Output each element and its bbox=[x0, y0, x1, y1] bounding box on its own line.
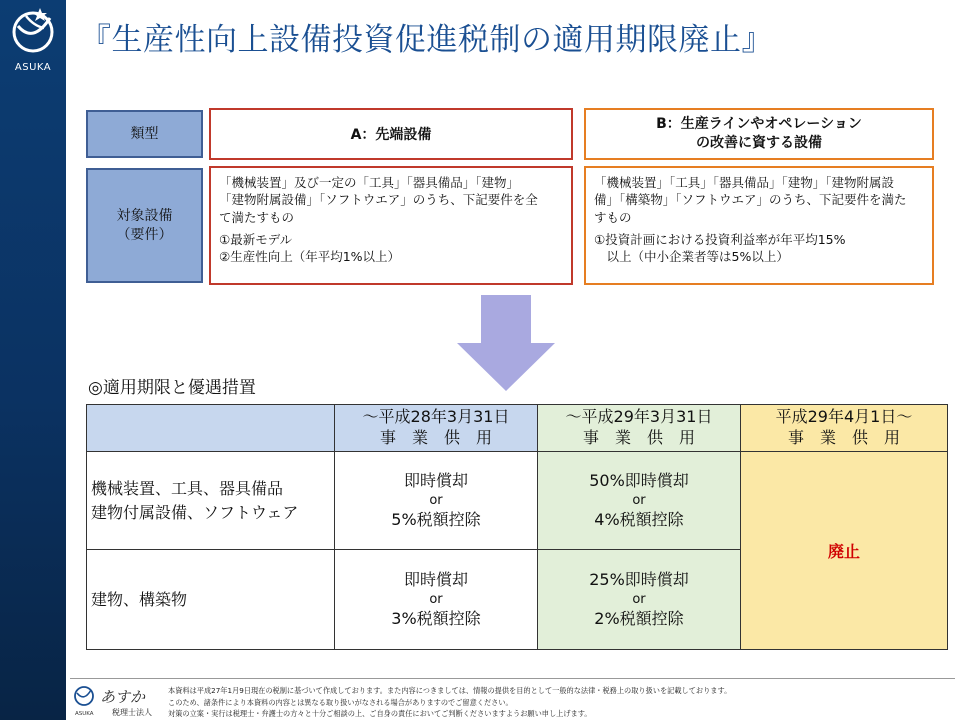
measure-text: 4%税額控除 bbox=[594, 510, 684, 530]
or-text: or bbox=[429, 492, 443, 508]
measure-text: 即時償却 bbox=[403, 570, 468, 590]
period-2-date: ～平成29年3月31日 bbox=[565, 407, 713, 427]
abolished-label: 廃止 bbox=[827, 542, 860, 561]
type-b-requirement: ①投資計画における投資利益率が年平均15% bbox=[594, 231, 846, 247]
type-b-body-line: 備」「構築物」「ソフトウエア」のうち、下記要件を満た bbox=[594, 192, 907, 208]
type-a-body-line: 「機械装置」及び一定の「工具」「器具備品」「建物」 bbox=[219, 175, 520, 190]
asuka-emblem-icon bbox=[0, 0, 66, 60]
target-label-line2: （要件） bbox=[116, 226, 173, 243]
table-row bbox=[87, 452, 948, 550]
section-heading: ◎適用期限と優遇措置 bbox=[88, 378, 256, 398]
footer-logo-main: あすか bbox=[100, 688, 146, 706]
measure-text: 3%税額控除 bbox=[391, 609, 481, 629]
sidebar bbox=[0, 0, 66, 720]
or-text: or bbox=[632, 591, 646, 607]
period-3-date: 平成29年4月1日～ bbox=[775, 407, 913, 427]
type-label-cell bbox=[86, 110, 203, 158]
type-label: 類型 bbox=[130, 125, 159, 142]
or-text: or bbox=[429, 591, 443, 607]
disclaimer-line: このため、諸条件により本資料の内容とは異なる取り扱いがなされる場合がありますのでご留意ください。 bbox=[168, 697, 513, 707]
abolished-cell bbox=[741, 452, 948, 650]
row-label-line: 機械装置、工具、器具備品 bbox=[91, 478, 284, 498]
period-3-usage: 事 業 供 用 bbox=[787, 428, 900, 447]
row-label-buildings bbox=[87, 550, 335, 650]
logo-text: ASUKA bbox=[14, 62, 52, 73]
row1-period1-cell bbox=[335, 452, 538, 550]
footer-divider bbox=[70, 678, 955, 679]
row1-period2-cell bbox=[538, 452, 741, 550]
header-period-3 bbox=[741, 405, 948, 452]
row2-period1-cell bbox=[335, 550, 538, 650]
measure-text: 5%税額控除 bbox=[391, 510, 481, 530]
type-b-body-line: すもの bbox=[594, 209, 632, 225]
period-1-usage: 事 業 供 用 bbox=[379, 428, 492, 447]
type-b-header bbox=[584, 108, 934, 160]
table-header-row bbox=[87, 405, 948, 452]
type-a-header bbox=[209, 108, 573, 160]
tax-measures-table bbox=[86, 404, 948, 650]
footer-logo-sub: 税理士法人 bbox=[112, 708, 152, 717]
measure-text: 即時償却 bbox=[403, 471, 468, 491]
type-b-body-line: 「機械装置」「工具」「器具備品」「建物」「建物附属設 bbox=[594, 175, 895, 190]
measure-text: 25%即時償却 bbox=[589, 570, 689, 590]
type-a-requirement: ①最新モデル bbox=[219, 231, 293, 247]
or-text: or bbox=[632, 492, 646, 508]
header-empty-cell bbox=[87, 405, 335, 452]
target-label-line1: 対象設備 bbox=[116, 207, 173, 224]
footer-logo-en: ASUKA bbox=[75, 711, 94, 717]
row-label-line: 建物、構築物 bbox=[91, 589, 188, 609]
footer-logo bbox=[72, 682, 164, 718]
down-arrow-icon bbox=[455, 293, 557, 393]
header-period-2 bbox=[538, 405, 741, 452]
measure-text: 2%税額控除 bbox=[594, 609, 684, 629]
type-a-body bbox=[209, 166, 573, 285]
target-label-cell bbox=[86, 168, 203, 283]
row2-period2-cell bbox=[538, 550, 741, 650]
disclaimer-line: 本資料は平成27年1月9日現在の税制に基づいて作成しております。また内容につきましては、情報の提供を目的として一般的な法律・税務上の取り扱いを記載しております。 bbox=[168, 686, 732, 695]
period-1-date: ～平成28年3月31日 bbox=[362, 407, 510, 427]
type-a-body-line: 「建物附属設備」「ソフトウエア」のうち、下記要件を全 bbox=[219, 192, 538, 208]
type-a-header-text: A：先端設備 bbox=[350, 127, 432, 143]
period-2-usage: 事 業 供 用 bbox=[582, 428, 695, 447]
header-period-1 bbox=[335, 405, 538, 452]
type-b-body bbox=[584, 166, 934, 285]
type-b-header-line2: の改善に資する設備 bbox=[695, 135, 822, 151]
disclaimer-line: 対策の立案・実行は税理士・弁護士の方々と十分ご相談の上、ご自身の責任においてご判断くださいますようお願い申し上げます。 bbox=[168, 709, 592, 719]
row-label-equipment bbox=[87, 452, 335, 550]
type-a-requirement: ②生産性向上（年平均1%以上） bbox=[219, 249, 401, 264]
type-a-body-line: て満たすもの bbox=[219, 209, 295, 225]
row-label-line: 建物付属設備、ソフトウェア bbox=[91, 502, 299, 522]
measure-text: 50%即時償却 bbox=[589, 471, 689, 491]
type-b-header-line1: B：生産ラインやオペレーション bbox=[656, 116, 862, 133]
type-b-requirement: 以上（中小企業者等は5%以上） bbox=[594, 249, 789, 264]
footer-emblem-icon bbox=[72, 682, 164, 718]
page-title: 『生産性向上設備投資促進税制の適用期限廃止』 bbox=[80, 22, 773, 58]
footer-disclaimer bbox=[168, 685, 731, 720]
